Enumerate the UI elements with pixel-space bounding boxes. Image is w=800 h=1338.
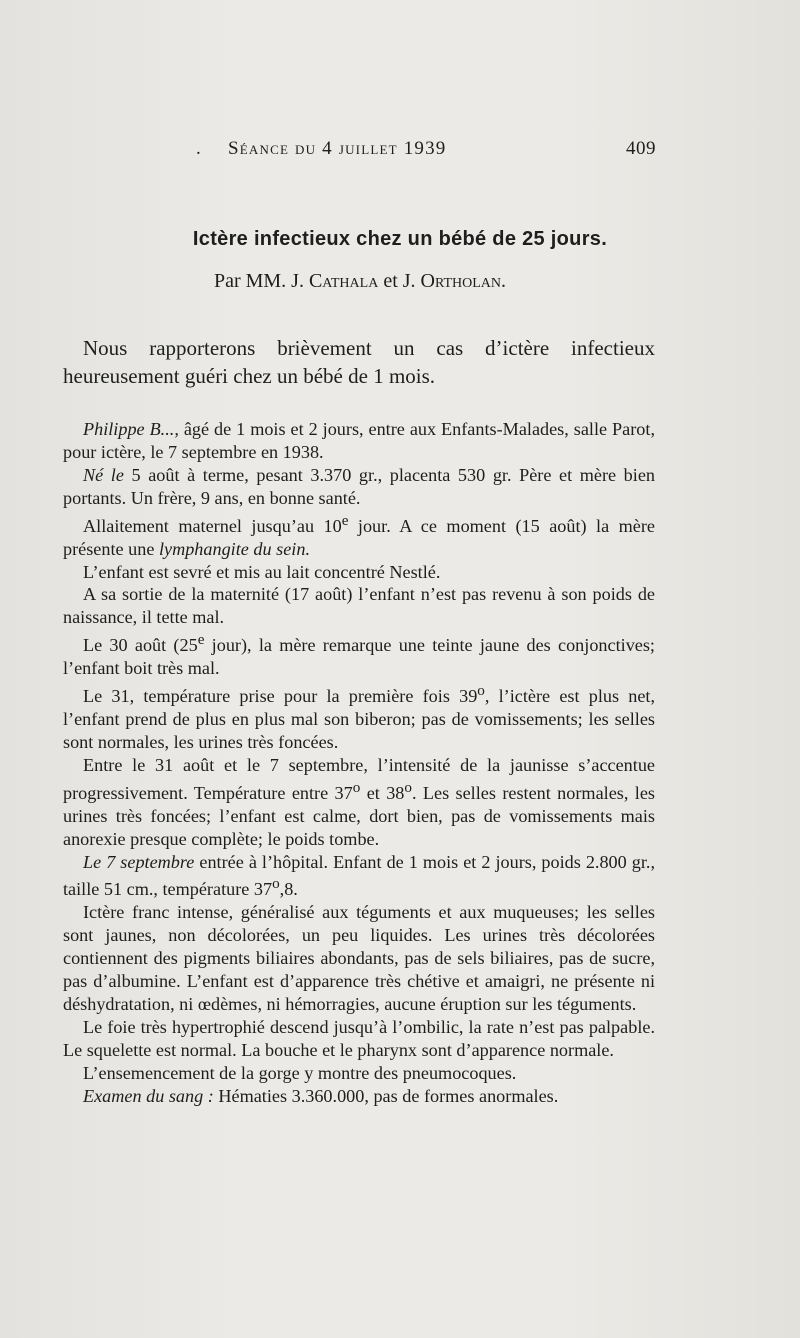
header-dot: . bbox=[196, 138, 202, 159]
running-header bbox=[196, 138, 656, 168]
paragraph-throat: L’ensemencement de la gorge y montre des pneumocoques. bbox=[83, 1062, 517, 1083]
paragraph-text: ,8. bbox=[279, 879, 298, 900]
paragraph-text: jour), la mère remarque une teinte jaune des conjonctives; l’enfant boit très mal. bbox=[63, 635, 655, 679]
paragraph-patient bbox=[63, 418, 655, 464]
superscript: e bbox=[197, 631, 205, 649]
page-number: 409 bbox=[626, 138, 656, 159]
superscript: o bbox=[477, 682, 485, 700]
superscript: o bbox=[272, 875, 280, 893]
authors-suffix: . bbox=[501, 270, 507, 292]
paragraph-jaundice: Ictère franc intense, généralisé aux téguments et aux muqueuses; les selles sont jaunes, non décolorées, un peu liquides. Les urines très décolorées contiennent des pigments biliaires abondants, pas de sels biliaires, pas de sucre, pas d’albumine. L’enfant est d’apparence très chétive et amaigri, ne présente ni déshydratation, ni œdèmes, ni hémorragies, aucune éruption sur les téguments. bbox=[63, 902, 655, 1015]
italic-lead: Né le bbox=[83, 464, 124, 485]
superscript: e bbox=[341, 511, 349, 529]
paragraph-weaning: L’enfant est sevré et mis au lait concentré Nestlé. bbox=[83, 561, 441, 582]
italic-lead: Examen du sang : bbox=[83, 1085, 214, 1106]
paragraph-liver: Le foie très hypertrophié descend jusqu’à l’ombilic, la rate n’est pas palpable. Le squelette est normal. La bouche et le pharynx sont d’apparence normale. bbox=[63, 1016, 655, 1060]
paragraph-text: , l’ictère est plus net, l’enfant prend de plus en plus mal son biberon; pas de vomissements; les selles sont normales, les urines très foncées. bbox=[63, 686, 656, 752]
paragraph-blood bbox=[63, 1085, 655, 1108]
paragraph-progression bbox=[63, 754, 655, 851]
running-title: Séance du 4 juillet 1939 bbox=[228, 138, 447, 159]
paragraph-aug31 bbox=[63, 680, 655, 754]
italic-diagnosis: lymphangite du sein. bbox=[158, 538, 310, 559]
paragraph-admission bbox=[63, 851, 655, 902]
authors-middle: et J. bbox=[378, 270, 421, 292]
paragraph-text: 5 août à terme, pesant 3.370 gr., placenta 530 gr. Père et mère bien portants. Un frère, 9 ans, en bonne santé. bbox=[63, 464, 655, 508]
paragraph-text: âgé de 1 mois et 2 jours, entre aux Enfants-Malades, salle Parot, pour ictère, le 7 septembre en 1938. bbox=[63, 419, 655, 462]
paragraph-aug30 bbox=[63, 629, 655, 680]
paragraph-text: Le 31, température prise pour la première fois 39 bbox=[83, 686, 478, 707]
paragraph-text: Le 30 août (25 bbox=[83, 635, 198, 656]
article-title: Ictère infectieux chez un bébé de 25 jours. bbox=[192, 228, 608, 250]
paragraph-text: Allaitement maternel jusqu’au 10 bbox=[83, 515, 342, 536]
patient-name: Philippe B..., bbox=[83, 419, 179, 439]
intro-paragraph: Nous rapporterons brièvement un cas d’ictère infectieux heureusement guéri chez un bébé de 1 mois. bbox=[63, 336, 655, 388]
paragraph-text: Entre le 31 août et le 7 septembre, l’intensité de la jaunisse s’accentue progressivement. Température entre 37 bbox=[63, 754, 655, 803]
italic-lead: Le 7 septembre bbox=[83, 851, 195, 872]
superscript: o bbox=[352, 778, 361, 796]
author-name-1: Cathala bbox=[308, 270, 379, 292]
authors-prefix: Par MM. J. bbox=[213, 270, 309, 292]
paragraph-maternity: A sa sortie de la maternité (17 août) l’enfant n’est pas revenu à son poids de naissance, il tette mal. bbox=[63, 584, 655, 628]
paragraph-text: entrée à l’hôpital. Enfant de 1 mois et 2 jours, poids 2.800 gr., taille 51 cm., température 37 bbox=[63, 851, 655, 900]
paragraph-text: Hématies 3.360.000, pas de formes anormales. bbox=[213, 1085, 559, 1106]
paragraph-feeding bbox=[63, 510, 655, 561]
author-name-2: Ortholan bbox=[420, 270, 502, 292]
paragraph-text: et 38 bbox=[360, 782, 405, 803]
paragraph-birth bbox=[63, 464, 655, 510]
intro-block bbox=[63, 334, 655, 390]
paragraph-text: . Les selles restent normales, les urines très foncées; l’enfant est calme, dort bien, pas de vomissements mais anorexie presque complète; le poids tombe. bbox=[63, 782, 655, 849]
case-report-body bbox=[63, 418, 655, 1108]
paragraph-text: jour. A ce moment (15 août) la mère présente une bbox=[63, 515, 655, 559]
article-authors bbox=[0, 270, 720, 293]
superscript: o bbox=[404, 778, 412, 796]
